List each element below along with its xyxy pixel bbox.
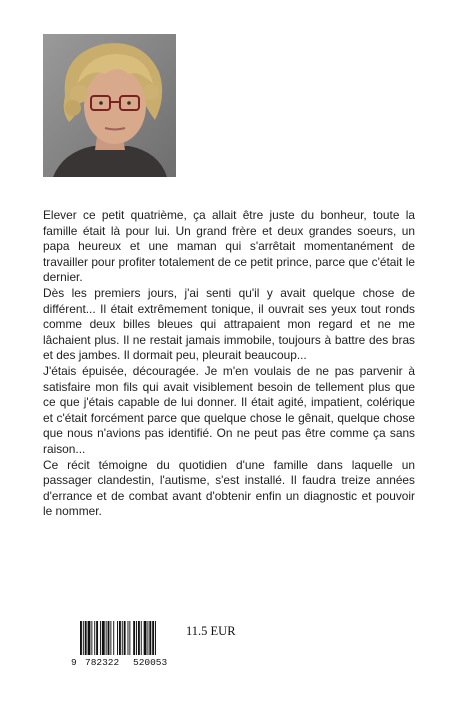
author-photo: [43, 34, 176, 177]
barcode-digit-first: 9: [71, 657, 77, 668]
barcode-group-left: 782322: [85, 657, 120, 668]
barcode-bar: [80, 621, 82, 655]
paragraph: Dès les premiers jours, j'ai senti qu'il y avait quelque chose de différent... Il était extrêmement tonique, il ouvrait ses yeux tout ronds comme deux billes bleues qui attrapaient mon regard et ne me lâchaient plus. Il ne restait jamais immobile, toujours à battre des bras et des jambes. Il dormait peu, pleurait beaucoup...: [43, 285, 415, 363]
barcode-bar: [108, 621, 110, 655]
barcode-bar: [96, 621, 98, 655]
barcode-bar: [136, 621, 137, 655]
barcode-bar: [128, 621, 129, 655]
barcode-bar: [110, 621, 111, 655]
paragraph: Elever ce petit quatrième, ça allait être juste du bonheur, toute la famille était là pour lui. Un grand frère et deux grandes soeurs, un papa heureux et une maman qui s'arrêtait momentanément de travailler pour profiter totalement de ce petit prince, parce que c'était le dernier.: [43, 208, 415, 285]
barcode-bar: [88, 621, 91, 655]
barcode-bar: [141, 621, 142, 655]
barcode-bars: [80, 621, 178, 655]
barcode-bar: [124, 621, 126, 655]
barcode-bar: [133, 621, 135, 655]
back-cover-text: [43, 208, 415, 520]
barcode-group-right: 520053: [133, 657, 168, 668]
paragraph: Ce récit témoigne du quotidien d'une famille dans laquelle un passager clandestin, l'autisme, s'est installé. Il faudra treize années d'errance et de combat avant d'obtenir enfin un diagnostic et pouvoir le nommer.: [43, 457, 415, 519]
isbn-barcode: [71, 621, 181, 667]
barcode-bar: [129, 621, 130, 655]
barcode-bar: [152, 621, 154, 655]
barcode-bar: [102, 621, 105, 655]
barcode-bar: [122, 621, 123, 655]
barcode-bar: [100, 621, 101, 655]
barcode-bar: [113, 621, 114, 655]
barcode-bar: [83, 621, 84, 655]
barcode-bar: [94, 621, 95, 655]
barcode-bar: [91, 621, 92, 655]
barcode-bar: [149, 621, 151, 655]
barcode-bar: [106, 621, 107, 655]
paragraph: J'étais épuisée, découragée. Je m'en voulais de ne pas parvenir à satisfaire mon fils qui avait visiblement besoin de tellement plus que ce que j'étais capable de lui donner. Il était agité, impatient, colérique et c'était forcément parce que quelque chose le gênait, quelque chose que nous n'avions pas identifié. On ne peut pas être comme ça sans raison...: [43, 363, 415, 456]
barcode-bar: [85, 621, 87, 655]
barcode-bar: [155, 621, 156, 655]
barcode-bar: [117, 621, 118, 655]
barcode-bar: [119, 621, 121, 655]
barcode-bar: [144, 621, 147, 655]
barcode-bar: [138, 621, 140, 655]
barcode-bar: [147, 621, 148, 655]
price-label: 11.5 EUR: [186, 624, 236, 638]
